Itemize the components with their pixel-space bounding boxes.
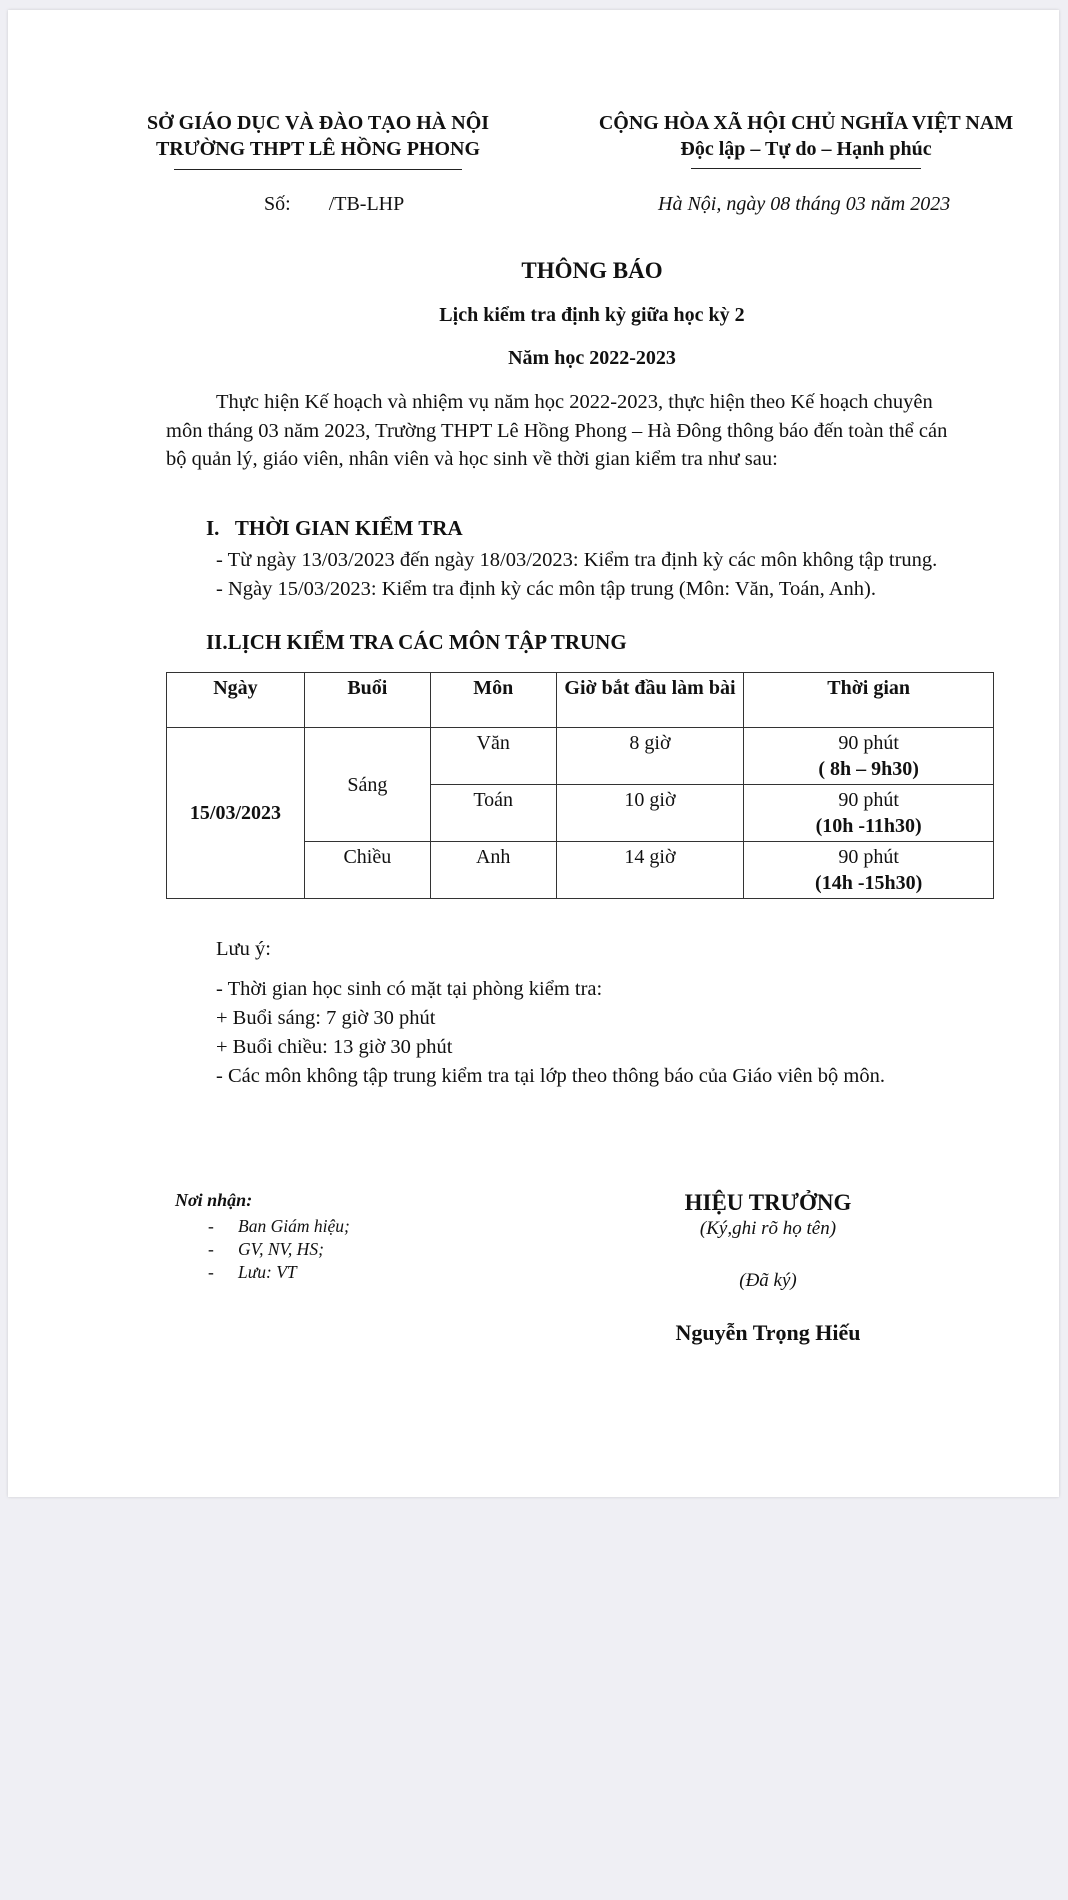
- issue-date: Hà Nội, ngày 08 tháng 03 năm 2023: [658, 193, 951, 215]
- signer-role: HIỆU TRƯỞNG: [684, 1190, 852, 1215]
- note-item: + Buổi chiều: 13 giờ 30 phút: [216, 1036, 453, 1058]
- recipient-text: Ban Giám hiệu;: [238, 1216, 350, 1236]
- national-motto-block: [576, 110, 1036, 169]
- section1-heading: [206, 516, 463, 541]
- section2-number: II.: [206, 630, 228, 654]
- subject-cell: Toán: [430, 785, 556, 842]
- recipient-item: - GV, NV, HS;: [208, 1239, 324, 1259]
- duration-value: 90 phút: [838, 732, 899, 754]
- subject-cell: Anh: [430, 842, 556, 899]
- recipients-list: [208, 1215, 350, 1284]
- header-cell: Giờ bắt đầu làm bài: [556, 673, 744, 728]
- section2-title: LỊCH KIỂM TRA CÁC MÔN TẬP TRUNG: [227, 630, 627, 654]
- notes-list: [216, 975, 885, 1091]
- document-page: [8, 10, 1059, 1497]
- recipient-item: - Lưu: VT: [208, 1262, 297, 1282]
- section1-title: THỜI GIAN KIỂM TRA: [234, 516, 463, 540]
- signer-name: Nguyễn Trọng Hiếu: [675, 1320, 861, 1345]
- notes-label: Lưu ý:: [216, 938, 271, 960]
- document-number-label: Số:: [264, 193, 291, 215]
- note-item: + Buổi sáng: 7 giờ 30 phút: [216, 1007, 436, 1029]
- document-title: THÔNG BÁO: [521, 258, 663, 283]
- duration-cell: [744, 728, 994, 785]
- table-header-row: [167, 673, 994, 728]
- signature-block: [628, 1190, 908, 1346]
- signature-hint: (Ký,ghi rõ họ tên): [699, 1218, 837, 1239]
- time-range: ( 8h – 9h30): [818, 758, 919, 780]
- motto-underline: [691, 168, 921, 169]
- start-time-cell: 14 giờ: [556, 842, 744, 899]
- session-cell-morning: Sáng: [304, 728, 430, 842]
- country-name: CỘNG HÒA XÃ HỘI CHỦ NGHĨA VIỆT NAM: [598, 112, 1014, 134]
- school-name: TRƯỜNG THPT LÊ HỒNG PHONG: [155, 138, 481, 160]
- intro-text: Thực hiện Kế hoạch và nhiệm vụ năm học 2022-2023, thực hiện theo Kế hoạch chuyên môn tháng 03 năm 2023, Trường THPT Lê Hồng Phong – Hà Đông thông báo đến toàn thể cán bộ quản lý, giáo viên, nhân viên và học sinh về thời gian kiểm tra như sau:: [166, 391, 948, 470]
- note-item: - Các môn không tập trung kiểm tra tại lớp theo thông báo của Giáo viên bộ môn.: [216, 1065, 885, 1087]
- start-time-cell: 10 giờ: [556, 785, 744, 842]
- school-year: Năm học 2022-2023: [508, 347, 676, 369]
- header-cell: Ngày: [167, 673, 305, 728]
- motto: Độc lập – Tự do – Hạnh phúc: [680, 138, 932, 160]
- start-time-cell: 8 giờ: [556, 728, 744, 785]
- time-range: (14h -15h30): [815, 872, 923, 894]
- duration-value: 90 phút: [838, 789, 899, 811]
- issuer-block: [118, 110, 518, 170]
- issuer-underline: [174, 169, 462, 170]
- exam-date-cell: 15/03/2023: [167, 728, 305, 899]
- note-item: - Thời gian học sinh có mặt tại phòng kiểm tra:: [216, 978, 603, 1000]
- duration-cell: [744, 785, 994, 842]
- recipient-text: GV, NV, HS;: [238, 1239, 324, 1259]
- table-row: [167, 728, 994, 785]
- recipient-text: Lưu: VT: [238, 1262, 297, 1282]
- section1-number: I.: [206, 516, 220, 540]
- subject-cell: Văn: [430, 728, 556, 785]
- exam-schedule-table: [166, 672, 994, 899]
- section1-item: - Từ ngày 13/03/2023 đến ngày 18/03/2023: Kiểm tra định kỳ các môn không tập trung.: [216, 549, 938, 571]
- header-cell: Buổi: [304, 673, 430, 728]
- document-number: [264, 193, 404, 216]
- header-cell: Thời gian: [744, 673, 994, 728]
- recipient-item: - Ban Giám hiệu;: [208, 1216, 350, 1236]
- intro-paragraph: [166, 388, 966, 474]
- department-name: SỞ GIÁO DỤC VÀ ĐÀO TẠO HÀ NỘI: [146, 112, 490, 134]
- time-range: (10h -11h30): [815, 815, 922, 837]
- duration-cell: [744, 842, 994, 899]
- document-number-value: /TB-LHP: [328, 193, 405, 215]
- section1-item: - Ngày 15/03/2023: Kiểm tra định kỳ các môn tập trung (Môn: Văn, Toán, Anh).: [216, 577, 876, 600]
- section1-body: [166, 546, 976, 603]
- header-cell: Môn: [430, 673, 556, 728]
- duration-value: 90 phút: [838, 846, 899, 868]
- section2-heading: [206, 630, 627, 655]
- recipients-label: Nơi nhận:: [175, 1190, 253, 1210]
- session-cell-afternoon: Chiều: [304, 842, 430, 899]
- document-subtitle: Lịch kiểm tra định kỳ giữa học kỳ 2: [439, 304, 745, 326]
- signed-mark: (Đã ký): [739, 1270, 797, 1291]
